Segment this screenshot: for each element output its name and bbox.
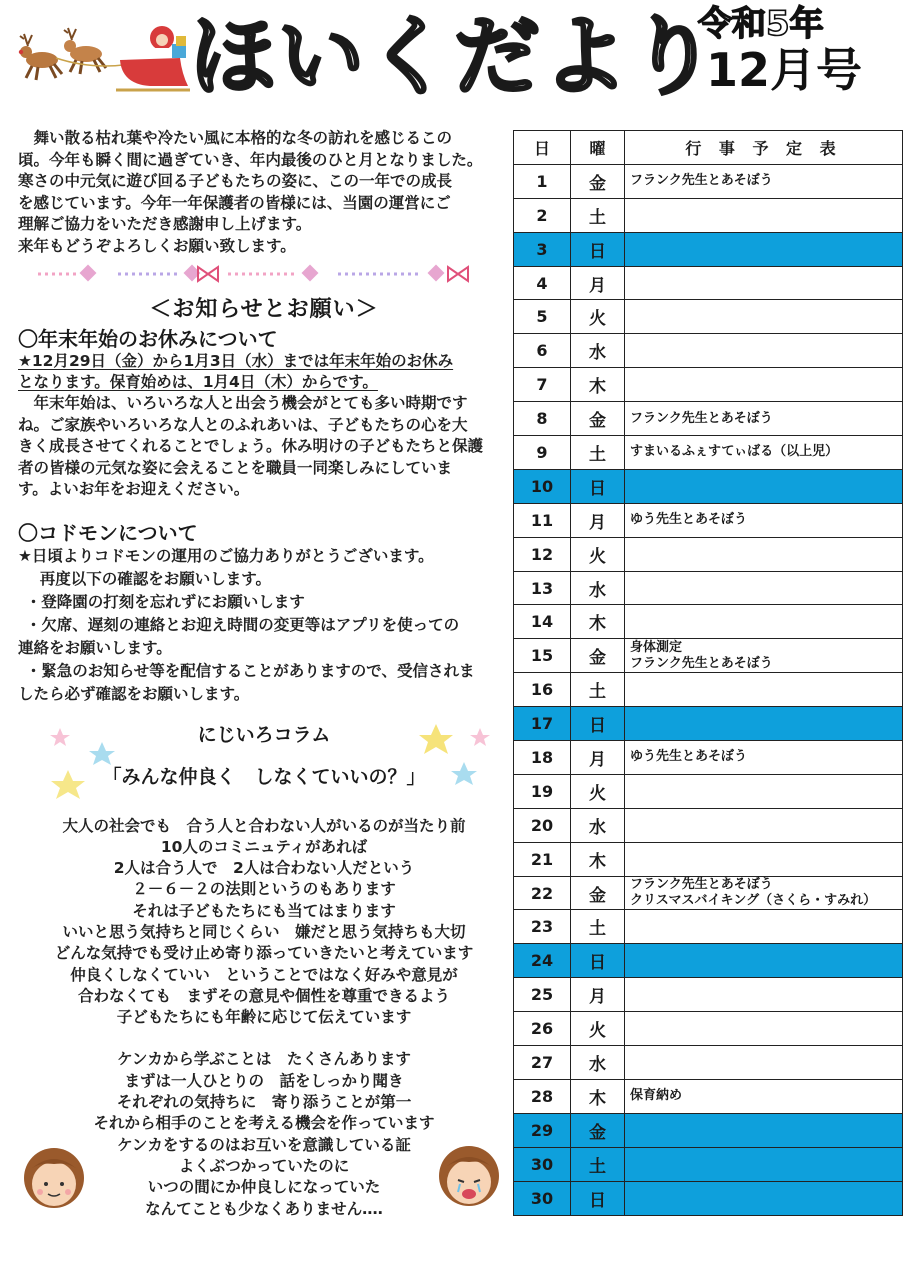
intro-line: 頃。今年も瞬く間に過ぎていき、年内最後のひと月となりました。 [18, 150, 483, 169]
intro-greeting [18, 128, 510, 257]
table-row [514, 1147, 903, 1181]
table-row [514, 1046, 903, 1080]
weekday-cell: 日 [571, 707, 625, 741]
day-cell: 15 [514, 639, 571, 673]
intro-line: 理解ご協力をいただき感謝申し上げます。 [18, 215, 312, 233]
weekday-cell: 日 [571, 232, 625, 266]
day-cell: 7 [514, 368, 571, 402]
event-text: クリスマスバイキング（さくら・すみれ） [630, 893, 877, 909]
day-cell: 4 [514, 266, 571, 300]
issue-month: 12月号 [706, 43, 863, 97]
column-line: それから相手のことを考える機会を作っています [93, 1114, 435, 1133]
event-schedule-table [513, 130, 903, 1216]
intro-line: を感じています。今年一年保護者の皆様には、当園の運営にご [18, 193, 451, 212]
holiday-message: 者の皆様の元気な姿に会えることを職員一同楽しみにしていま [18, 458, 453, 477]
events-cell [625, 402, 903, 436]
intro-line: 舞い散る枯れ葉や冷たい風に本格的な冬の訪れを感じるこの [33, 129, 453, 147]
left-column [18, 128, 510, 1220]
events-cell [625, 910, 903, 944]
table-row [514, 876, 903, 910]
header-events: 行 事 予 定 表 [625, 131, 903, 165]
day-cell: 30 [514, 1147, 571, 1181]
events-cell [625, 1181, 903, 1215]
day-cell: 29 [514, 1113, 571, 1147]
kodomon-item: したら必ず確認をお願いします。 [18, 684, 250, 703]
weekday-cell: 金 [571, 639, 625, 673]
weekday-cell: 金 [571, 1113, 625, 1147]
column-line: 2人は合う人で 2人は合わない人だという [113, 859, 415, 878]
holiday-message: 年末年始は、いろいろな人と出会う機会がとても多い時期です [33, 394, 468, 412]
crying-child-illustration [430, 1136, 508, 1214]
table-row [514, 605, 903, 639]
table-row [514, 808, 903, 842]
table-row [514, 503, 903, 537]
day-cell: 22 [514, 876, 571, 910]
day-cell: 19 [514, 774, 571, 808]
column-title: にじいろコラム [197, 723, 331, 746]
events-cell [625, 707, 903, 741]
sleigh-icon [116, 26, 190, 90]
column-line: ケンカをするのはお互いを意識している証 [117, 1135, 411, 1154]
column-line: まずは一人ひとりの 話をしっかり聞き [124, 1071, 404, 1090]
weekday-cell: 火 [571, 537, 625, 571]
table-row [514, 707, 903, 741]
column-line: 大人の社会でも 合う人と合わない人がいるのが当たり前 [62, 816, 466, 835]
day-cell: 25 [514, 978, 571, 1012]
santa-sleigh-illustration [12, 8, 192, 96]
kodomon-item: ・緊急のお知らせ等を配信することがありますので、受信されま [25, 661, 475, 680]
ribbon-icon [198, 267, 468, 281]
day-cell: 16 [514, 673, 571, 707]
weekday-cell: 土 [571, 198, 625, 232]
day-cell: 26 [514, 1012, 571, 1046]
weekday-cell: 土 [571, 910, 625, 944]
event-text: フランク先生とあそぼう [630, 655, 773, 671]
column-line: それぞれの気持ちに 寄り添うことが第一 [116, 1093, 412, 1112]
table-row [514, 910, 903, 944]
table-row [514, 673, 903, 707]
table-row [514, 1181, 903, 1215]
weekday-cell: 水 [571, 1046, 625, 1080]
event-text: すまいるふぇすてぃばる（以上児） [630, 444, 839, 460]
day-cell: 13 [514, 571, 571, 605]
weekday-cell: 金 [571, 402, 625, 436]
events-cell [625, 978, 903, 1012]
weekday-cell: 月 [571, 503, 625, 537]
weekday-cell: 木 [571, 1079, 625, 1113]
events-cell [625, 741, 903, 775]
events-cell [625, 944, 903, 978]
weekday-cell: 土 [571, 673, 625, 707]
column-line: 10人のコミニュティがあれば [160, 837, 368, 856]
kodomon-section-heading: 〇コドモンについて [18, 520, 198, 545]
events-cell [625, 876, 903, 910]
table-row [514, 266, 903, 300]
kodomon-lead: ★日頃よりコドモンの運用のご協力ありがとうございます。 [18, 546, 434, 565]
events-cell [625, 368, 903, 402]
column-line: よくぶつかっていたのに [178, 1156, 350, 1175]
day-cell: 1 [514, 164, 571, 198]
weekday-cell: 日 [571, 944, 625, 978]
column-quote: 「みんな仲良く しなくていいの？」 [102, 765, 426, 788]
events-cell [625, 503, 903, 537]
table-row [514, 774, 903, 808]
day-cell: 28 [514, 1079, 571, 1113]
table-row [514, 1079, 903, 1113]
events-cell [625, 1046, 903, 1080]
events-cell [625, 266, 903, 300]
day-cell: 24 [514, 944, 571, 978]
table-row [514, 1113, 903, 1147]
event-text: 身体測定 [630, 639, 683, 655]
table-row [514, 469, 903, 503]
kodomon-item: ・欠席、遅刻の連絡とお迎え時間の変更等はアプリを使っての [25, 615, 460, 634]
events-cell [625, 808, 903, 842]
table-row [514, 164, 903, 198]
weekday-cell: 日 [571, 469, 625, 503]
weekday-cell: 水 [571, 808, 625, 842]
table-row [514, 402, 903, 436]
events-cell [625, 469, 903, 503]
table-row [514, 198, 903, 232]
event-text: ゆう先生とあそぼう [630, 749, 748, 765]
smiling-child-illustration [16, 1138, 92, 1214]
table-row [514, 741, 903, 775]
column-line: 合わなくても まずその意見や個性を尊重できるよう [77, 986, 450, 1005]
events-cell [625, 673, 903, 707]
weekday-cell: 水 [571, 334, 625, 368]
holiday-dates: となります。保育始めは、1月4日（木）からです。 [18, 373, 378, 391]
holiday-message: きく成長させてくれることでしょう。休み明けの子どもたちと保護 [18, 437, 484, 455]
events-cell [625, 164, 903, 198]
kodomon-item: 連絡をお願いします。 [18, 638, 172, 657]
table-row [514, 334, 903, 368]
day-cell: 5 [514, 300, 571, 334]
table-row [514, 842, 903, 876]
day-cell: 27 [514, 1046, 571, 1080]
weekday-cell: 火 [571, 774, 625, 808]
intro-line: 来年もどうぞよろしくお願い致します。 [18, 236, 296, 255]
newsletter-title: ほいくだより [190, 7, 718, 107]
day-cell: 17 [514, 707, 571, 741]
weekday-cell: 土 [571, 436, 625, 470]
day-cell: 10 [514, 469, 571, 503]
events-cell [625, 300, 903, 334]
column-line: どんな気持でも受け止め寄り添っていきたいと考えています [54, 944, 474, 963]
era-year: 令和5年 [698, 4, 824, 44]
table-row [514, 944, 903, 978]
events-cell [625, 1113, 903, 1147]
intro-line: 寒さの中元気に遊び回る子どもたちの姿に、この一年での成長 [18, 172, 453, 190]
event-text: フランク先生とあそぼう [630, 877, 773, 893]
column-line: いいと思う気持ちと同じくらい 嫌だと思う気持ちも大切 [62, 922, 466, 941]
events-cell [625, 198, 903, 232]
events-cell [625, 774, 903, 808]
header-weekday: 曜 [571, 131, 625, 165]
table-row [514, 978, 903, 1012]
table-row [514, 571, 903, 605]
weekday-cell: 火 [571, 1012, 625, 1046]
events-cell [625, 537, 903, 571]
day-cell: 3 [514, 232, 571, 266]
day-cell: 8 [514, 402, 571, 436]
weekday-cell: 金 [571, 164, 625, 198]
table-row [514, 639, 903, 673]
events-cell [625, 639, 903, 673]
weekday-cell: 火 [571, 300, 625, 334]
holiday-dates: ★12月29日（金）から1月3日（水）までは年末年始のお休み [18, 352, 454, 370]
event-text: フランク先生とあそぼう [630, 410, 773, 426]
weekday-cell: 木 [571, 842, 625, 876]
event-text: 保育納め [630, 1088, 683, 1104]
kodomon-section [18, 521, 510, 706]
table-row [514, 436, 903, 470]
day-cell: 18 [514, 741, 571, 775]
events-cell [625, 571, 903, 605]
table-row [514, 368, 903, 402]
column-header [18, 714, 510, 810]
day-cell: 23 [514, 910, 571, 944]
header-day: 日 [514, 131, 571, 165]
holiday-message: ね。ご家族やいろいろな人とのふれあいは、子どもたちの心を大 [18, 415, 468, 434]
day-cell: 2 [514, 198, 571, 232]
day-cell: 20 [514, 808, 571, 842]
day-cell: 30 [514, 1181, 571, 1215]
column-line: いつの間にか仲良しになっていた [147, 1178, 381, 1197]
events-cell [625, 1079, 903, 1113]
column-line: 子どもたちにも年齢に応じて伝えています [116, 1008, 412, 1027]
column-line: それは子どもたちにも当てはまります [132, 901, 396, 920]
events-cell [625, 334, 903, 368]
weekday-cell: 木 [571, 368, 625, 402]
day-cell: 9 [514, 436, 571, 470]
weekday-cell: 水 [571, 571, 625, 605]
column-line: 仲良くしなくていい ということではなく好みや意見が [70, 965, 458, 984]
day-cell: 14 [514, 605, 571, 639]
weekday-cell: 木 [571, 605, 625, 639]
column-line: なんてことも少なくありません‥‥ [145, 1199, 383, 1218]
notices-heading: ＜お知らせとお願い＞ [149, 297, 379, 322]
events-cell [625, 436, 903, 470]
column-line: ケンカから学ぶことは たくさんあります [117, 1050, 411, 1069]
events-cell [625, 1147, 903, 1181]
weekday-cell: 月 [571, 978, 625, 1012]
event-text: フランク先生とあそぼう [630, 173, 773, 189]
holiday-section-heading: 〇年末年始のお休みについて [18, 327, 278, 351]
weekday-cell: 金 [571, 876, 625, 910]
day-cell: 12 [514, 537, 571, 571]
table-row [514, 232, 903, 266]
column-line: ２－６－２の法則というのもあります [132, 880, 396, 899]
events-cell [625, 1012, 903, 1046]
day-cell: 21 [514, 842, 571, 876]
reindeer-icon [19, 34, 62, 80]
day-cell: 11 [514, 503, 571, 537]
kodomon-sub: 再度以下の確認をお願いします。 [39, 569, 271, 588]
holiday-message: す。よいお年をお迎えください。 [18, 480, 250, 498]
kodomon-item: ・登降園の打刻を忘れずにお願いします [25, 592, 305, 611]
table-header-row [514, 131, 903, 165]
day-cell: 6 [514, 334, 571, 368]
weekday-cell: 土 [571, 1147, 625, 1181]
table-row [514, 300, 903, 334]
events-cell [625, 232, 903, 266]
bead-ribbon-divider [38, 261, 478, 287]
reindeer-icon [64, 28, 106, 74]
events-cell [625, 842, 903, 876]
events-cell [625, 605, 903, 639]
weekday-cell: 月 [571, 266, 625, 300]
event-text: ゆう先生とあそぼう [630, 512, 748, 528]
weekday-cell: 日 [571, 1181, 625, 1215]
weekday-cell: 月 [571, 741, 625, 775]
table-row [514, 537, 903, 571]
table-row [514, 1012, 903, 1046]
